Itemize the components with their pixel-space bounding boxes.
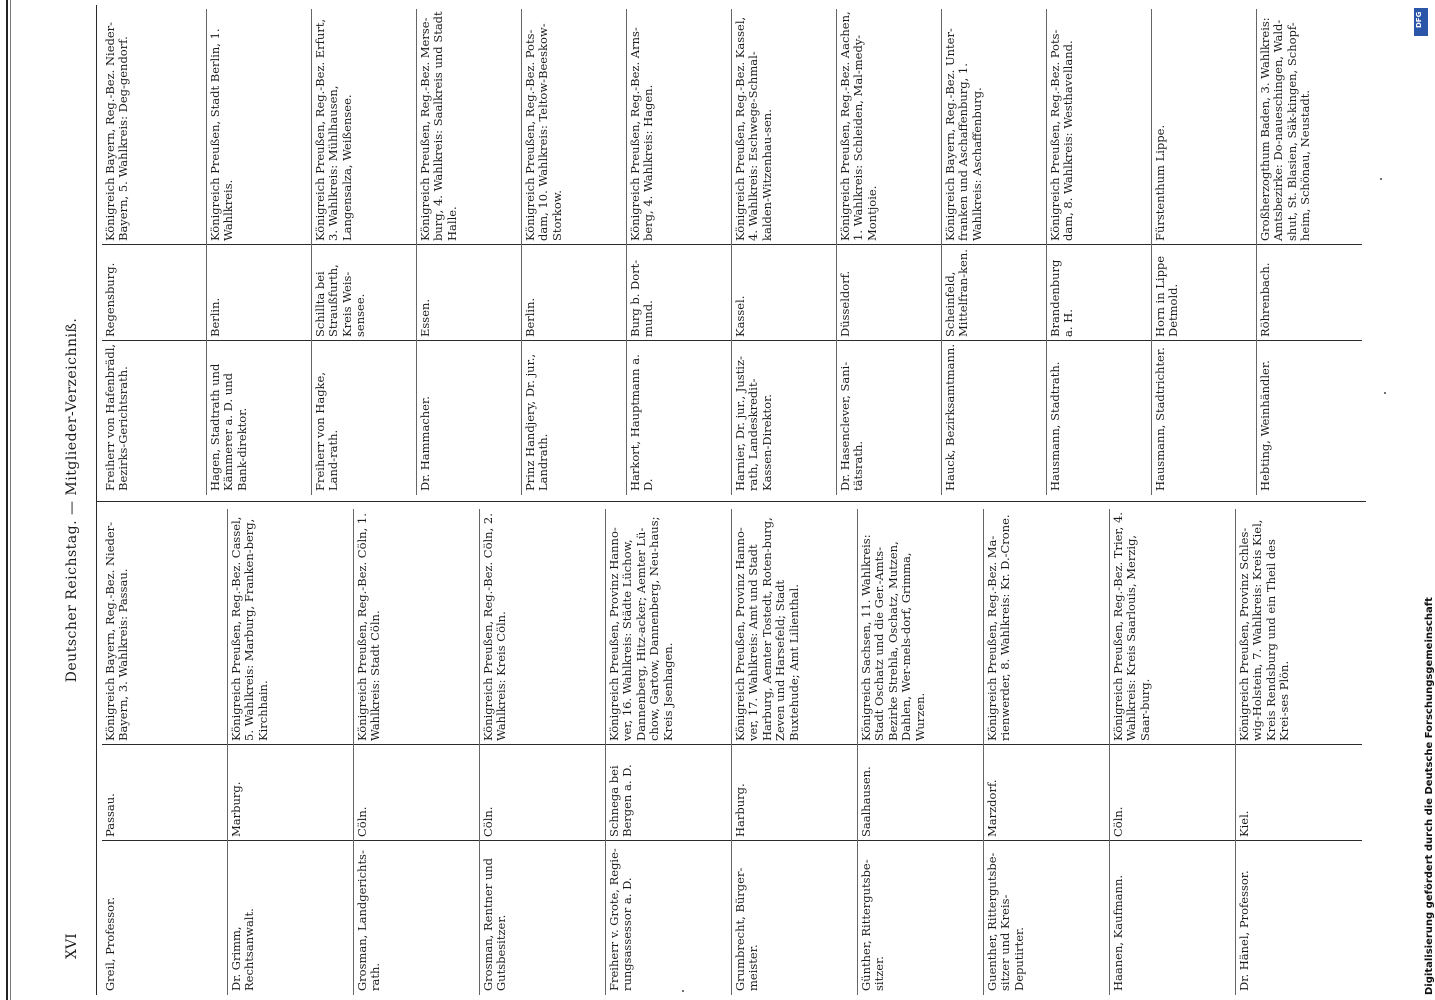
member-name: Dr. Hammacher. bbox=[418, 396, 432, 491]
member-name: Guenther, Rittergutsbe-sitzer und Kreis-Deputirter. bbox=[985, 852, 1026, 991]
entry-rule bbox=[206, 9, 207, 495]
column-rule bbox=[102, 840, 1362, 841]
member-residence: Harburg. bbox=[733, 783, 747, 837]
member-name: Freiherr v. Grote, Regie-rungsassessor a. D. bbox=[607, 848, 635, 991]
member-name: Prinz Handjery, Dr. jur., Landrath. bbox=[523, 353, 551, 491]
member-constituency: Königreich Preußen, Reg.-Bez. Pots-dam, 8. Wahlkreis: Westhavelland. bbox=[1048, 29, 1076, 241]
member-constituency: Königreich Preußen, Reg.-Bez. Kassel, 4. Wahlkreis: Eschwege-Schmal-kalden-Witzenhau-sen. bbox=[733, 16, 774, 241]
scan-speck bbox=[1380, 178, 1382, 180]
member-constituency: Königreich Bayern, Reg.-Bez. Nieder-Bayern, 3. Wahlkreis: Passau. bbox=[103, 521, 131, 741]
entry-rule bbox=[626, 9, 627, 495]
column-rule bbox=[102, 744, 1362, 745]
entry-rule bbox=[1046, 9, 1047, 495]
member-residence: Marzdorf. bbox=[985, 779, 999, 837]
member-constituency: Fürstenthum Lippe. bbox=[1153, 124, 1167, 241]
entry-rule bbox=[521, 9, 522, 495]
page-title: Deutscher Reichstag. — Mitglieder-Verzeichniß. bbox=[64, 317, 80, 683]
member-residence: Schillta bei Straußfurth, Kreis Weis-sensee. bbox=[313, 264, 368, 337]
member-residence: Röhrenbach. bbox=[1258, 262, 1272, 337]
entry-rule bbox=[941, 9, 942, 495]
member-residence: Cöln. bbox=[355, 806, 369, 837]
member-constituency: Königreich Preußen, Reg.-Bez. Arns-berg, 4. Wahlkreis: Hagen. bbox=[628, 27, 656, 241]
member-constituency: Königreich Preußen, Stadt Berlin, 1. Wahlkreis. bbox=[208, 28, 236, 241]
entry-rule bbox=[983, 509, 984, 995]
entry-rule bbox=[731, 509, 732, 995]
member-name: Dr. Hänel, Professor. bbox=[1237, 870, 1251, 991]
member-residence: Regensburg. bbox=[103, 262, 117, 337]
member-residence: Burg b. Dort-mund. bbox=[628, 259, 656, 337]
member-constituency: Königreich Preußen, Reg.-Bez. Cöln, 2. Wahlkreis: Kreis Cöln. bbox=[481, 513, 509, 741]
entry-rule bbox=[416, 9, 417, 495]
member-constituency: Königreich Preußen, Reg.-Bez. Trier, 4. Wahlkreis: Kreis Saarlouis, Merzig, Saar-burg. bbox=[1111, 512, 1152, 741]
entry-rule bbox=[1109, 509, 1110, 995]
member-name: Hausmann, Stadtrichter. bbox=[1153, 347, 1167, 491]
rotated-register-page bbox=[58, 5, 1368, 995]
member-residence: Düsseldorf. bbox=[838, 270, 852, 337]
entry-rule bbox=[1256, 9, 1257, 495]
member-residence: Passau. bbox=[103, 793, 117, 837]
middle-divider bbox=[96, 501, 1366, 502]
member-constituency: Königreich Preußen, Provinz Hanno-ver, 17. Wahlkreis: Amt und Stadt Harburg, Aemter Tostedt, Roten-burg, Zeven und Harsefeld; Stadt Buxtehude; Amt Lilienthal. bbox=[733, 517, 801, 741]
member-constituency: Königreich Bayern, Reg.-Bez. Nieder-Bayern, 5. Wahlkreis: Deg-gendorf. bbox=[103, 21, 131, 241]
member-residence: Brandenburg a. H. bbox=[1048, 259, 1076, 337]
member-constituency: Königreich Preußen, Provinz Schles-wig-Holstein, 7. Wahlkreis: Kreis Kiel, Kreis Rendsburg und ein Theil des Krei-ses Plön. bbox=[1237, 519, 1292, 741]
entry-rule bbox=[605, 509, 606, 995]
member-name: Hausmann, Stadtrath. bbox=[1048, 361, 1062, 491]
member-constituency: Königreich Preußen, Reg.-Bez. Cassel, 5. Wahlkreis: Marburg, Franken-berg, Kirchhain. bbox=[229, 516, 270, 741]
entry-rule bbox=[479, 509, 480, 995]
entry-rule bbox=[311, 9, 312, 495]
member-residence: Essen. bbox=[418, 298, 432, 337]
member-name: Dr. Hasenclever, Sani-tätsrath. bbox=[838, 361, 866, 491]
header-rule bbox=[96, 5, 97, 995]
member-residence: Horn in Lippe Detmold. bbox=[1153, 255, 1181, 337]
member-constituency: Königreich Preußen, Reg.-Bez. Aachen, 1. Wahlkreis: Schleiden, Mal-medy-Montjoie. bbox=[838, 11, 879, 241]
member-residence: Saalhausen. bbox=[859, 766, 873, 837]
entry-rule bbox=[1151, 9, 1152, 495]
member-residence: Marburg. bbox=[229, 781, 243, 837]
member-residence: Kiel. bbox=[1237, 810, 1251, 837]
member-constituency: Königreich Bayern, Reg.-Bez. Unter-franken und Aschaffenburg, 1. Wahlkreis: Aschaffenburg. bbox=[943, 28, 984, 241]
member-name: Dr. Grimm, Rechtsanwalt. bbox=[229, 908, 257, 991]
member-constituency: Königreich Sachsen, 11. Wahlkreis: Stadt Oschatz und die Ger.-Amts-Bezirke Strehla, Oschatz, Mutzen, Dahlen, Wer-mels-dorf, Grimma, Wurzen. bbox=[859, 534, 927, 741]
member-constituency: Königreich Preußen, Reg.-Bez. Ma-rienwerder, 8. Wahlkreis: Kr. D.-Crone. bbox=[985, 514, 1013, 741]
member-name: Günther, Rittergutsbe-sitzer. bbox=[859, 859, 887, 991]
entry-rule bbox=[731, 9, 732, 495]
member-name: Grumbrecht, Bürger-meister. bbox=[733, 867, 761, 991]
scan-edge bbox=[6, 0, 8, 1000]
scan-edge-shadow bbox=[10, 0, 11, 1000]
entry-rule bbox=[857, 509, 858, 995]
member-constituency: Königreich Preußen, Reg.-Bez. Merse-burg, 4. Wahlkreis: Saalkreis und Stadt Halle. bbox=[418, 11, 459, 241]
scan-speck bbox=[682, 990, 684, 992]
member-name: Greil, Professor. bbox=[103, 897, 117, 991]
member-residence: Cöln. bbox=[481, 806, 495, 837]
scan-speck bbox=[1384, 392, 1386, 394]
member-name: Harkort, Hauptmann a. D. bbox=[628, 354, 656, 491]
entry-rule bbox=[227, 509, 228, 995]
digitization-credit: Digitalisierung gefördert durch die Deutsche Forschungsgemeinschaft bbox=[1424, 597, 1435, 995]
member-name: Hagen, Stadtrath und Kämmerer a. D. und Bank-direktor. bbox=[208, 363, 249, 491]
entry-rule bbox=[1235, 509, 1236, 995]
member-name: Haanen, Kaufmann. bbox=[1111, 874, 1125, 991]
member-constituency: Königreich Preußen, Reg.-Bez. Erfurt, 3. Wahlkreis: Mühlhausen, Langensalza, Weißensee. bbox=[313, 18, 354, 241]
entry-rule bbox=[353, 509, 354, 995]
member-residence: Cöln. bbox=[1111, 806, 1125, 837]
dfg-logo: DFG bbox=[1414, 8, 1428, 36]
member-constituency: Königreich Preußen, Reg.-Bez. Cöln, 1. Wahlkreis: Stadt Cöln. bbox=[355, 513, 383, 741]
member-residence: Scheinfeld, Mittelfran-ken. bbox=[943, 249, 971, 337]
member-name: Grosman, Landgerichts-rath. bbox=[355, 850, 383, 991]
column-rule bbox=[102, 244, 1362, 245]
member-residence: Kassel. bbox=[733, 295, 747, 337]
member-residence: Berlin. bbox=[523, 297, 537, 337]
member-name: Freiherr von Hafenbrädl, Bezirks-Gerichtsrath. bbox=[103, 343, 131, 491]
member-residence: Berlin. bbox=[208, 297, 222, 337]
member-name: Hebting, Weinhändler. bbox=[1258, 360, 1272, 491]
page-header bbox=[58, 5, 94, 995]
member-constituency: Großherzogthum Baden, 3. Wahlkreis: Amtsbezirke: Do-naueschingen, Wald-shut, St. Blasien, Säk-kingen, Schopf-heim, Schönau, Neustadt. bbox=[1258, 17, 1313, 241]
page-number: XVI bbox=[64, 933, 80, 959]
column-rule bbox=[102, 340, 1362, 341]
member-constituency: Königreich Preußen, Provinz Hanno-ver, 16. Wahlkreis: Städte Lüchow, Dannenberg, Hitz-acker; Aemter Lü-chow, Gartow, Dannenberg, Neu-haus; Kreis Jsenhagen. bbox=[607, 516, 675, 741]
member-name: Harnier, Dr. jur., Justiz-rath, Landeskredit-Kassen-Direktor. bbox=[733, 356, 774, 491]
member-residence: Schnega bei Bergen a. D. bbox=[607, 764, 635, 837]
member-name: Grosman, Rentner und Gutsbesitzer. bbox=[481, 857, 509, 991]
member-name: Freiherr von Hagke, Land-rath. bbox=[313, 372, 341, 491]
member-name: Hauck, Bezirksamtmann. bbox=[943, 344, 957, 491]
member-constituency: Königreich Preußen, Reg.-Bez. Pots-dam, 10. Wahlkreis: Teltow-Beeskow-Storkow. bbox=[523, 23, 564, 241]
entry-rule bbox=[836, 9, 837, 495]
